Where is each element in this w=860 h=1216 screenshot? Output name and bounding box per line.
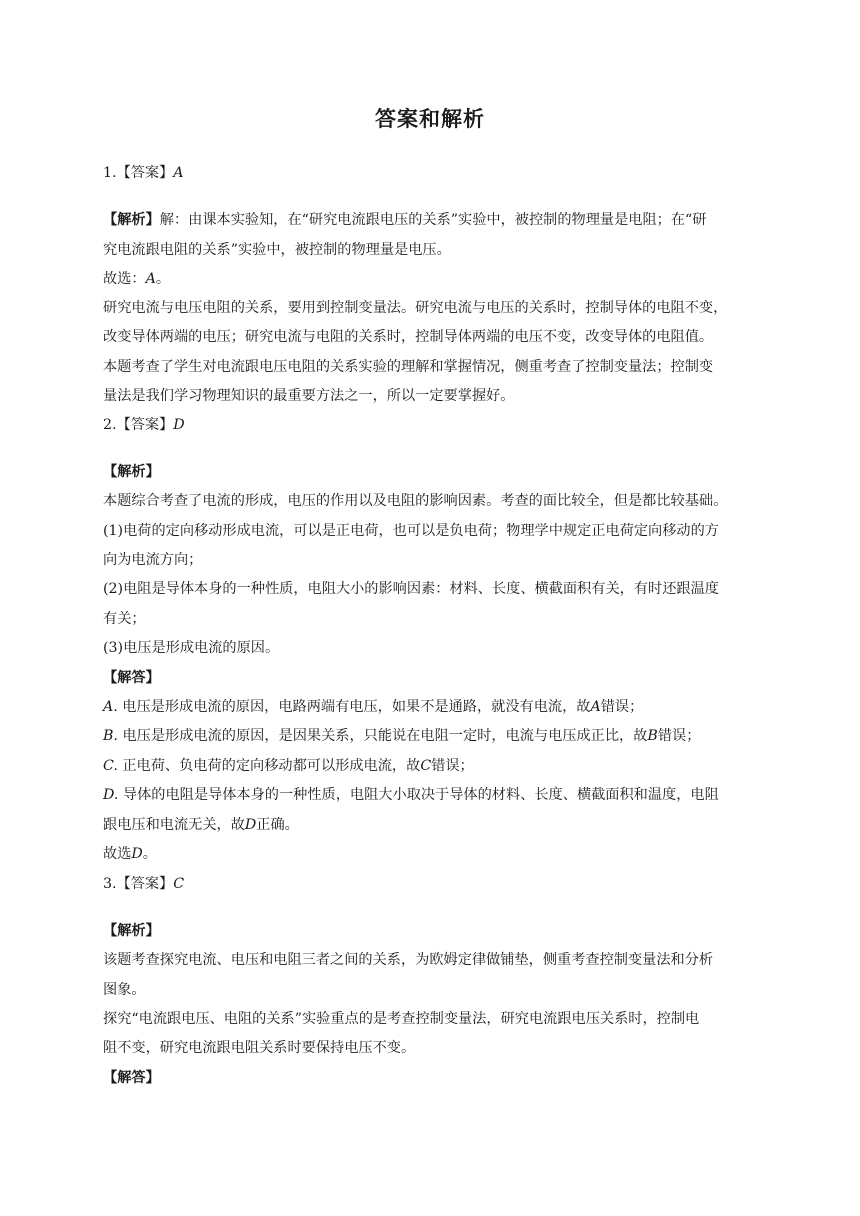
q2-option-c (103, 756, 763, 776)
q1-analysis-line-7: 量法是我们学习物理知识的最重要方法之一，所以一定要掌握好。 (103, 388, 515, 404)
q2-analysis-line-2: (1)电荷的定向移动形成电流，可以是正电荷，也可以是负电荷；物理学中规定正电荷定向移动的方 (103, 523, 719, 539)
q2-solution-heading: 【解答】 (103, 670, 160, 686)
q3-solution-heading: 【解答】 (103, 1070, 160, 1086)
q2-option-a (103, 697, 763, 717)
choice-prefix: 故选 (103, 846, 132, 862)
q1-analysis-line-5: 改变导体两端的电压；研究电流与电阻的关系时，控制导体两端的电压不变，改变导体的电阻值。 (103, 329, 714, 345)
option-label: D. (103, 787, 119, 803)
option-ref: B (647, 728, 658, 744)
q1-analysis-line-4: 研究电流与电压电阻的关系，要用到控制变量法。研究电流与电压的关系时，控制导体的电阻不变， (103, 300, 728, 316)
q3-analysis-heading: 【解析】 (103, 923, 160, 939)
q2-analysis-line-5: 有关； (103, 611, 146, 627)
q2-option-d-line-2 (103, 815, 763, 835)
option-text: 跟电压和电流无关，故 (103, 817, 245, 833)
q1-analysis-line-6: 本题考查了学生对电流跟电压电阻的关系实验的理解和掌握情况，侧重考查了控制变量法；控制变 (103, 359, 714, 375)
q2-analysis-line-1: 本题综合考查了电流的形成，电压的作用以及电阻的影响因素。考查的面比较全，但是都比较基础。 (103, 493, 728, 509)
option-ref: D (244, 817, 257, 833)
q2-analysis-line-6: (3)电压是形成电流的原因。 (103, 640, 280, 656)
analysis-text: 解：由课本实验知，在“研究电流跟电压的关系”实验中，被控制的物理量是电阻；在“研 (159, 212, 707, 228)
option-label: C. (103, 758, 118, 774)
option-end: 错误； (600, 699, 644, 715)
choice-suffix: 。 (142, 846, 157, 862)
option-text: 电压是形成电流的原因，是因果关系，只能说在电阻一定时，电流与电压成正比，故 (117, 728, 648, 744)
q2-option-d (103, 785, 763, 805)
option-label: A. (103, 699, 118, 715)
page-title: 答案和解析 (375, 107, 485, 131)
answer-value: C (173, 876, 185, 892)
option-text: 正电荷、负电荷的定向移动都可以形成电流，故 (117, 758, 421, 774)
option-ref: A (590, 699, 601, 715)
q1-analysis-line-1 (103, 210, 763, 230)
q3-analysis-line-2: 图象。 (103, 982, 146, 998)
q2-analysis-line-4: (2)电阻是导体本身的一种性质，电阻大小的影响因素：材料、长度、横截面积有关，有时还跟温度 (103, 581, 719, 597)
q2-analysis-heading: 【解析】 (103, 464, 160, 480)
q2-option-b (103, 726, 763, 746)
option-end: 错误； (431, 758, 474, 774)
q2-answer-line (103, 415, 763, 435)
q1-choice-line (103, 269, 763, 289)
q2-choice-line (103, 844, 763, 864)
option-label: B. (103, 728, 118, 744)
q3-analysis-line-4: 阻不变，研究电流跟电阻关系时要保持电压不变。 (103, 1040, 416, 1056)
q3-analysis-line-1: 该题考查探究电流、电压和电阻三者之间的关系，为欧姆定律做铺垫，侧重考查控制变量法和分析 (103, 952, 714, 968)
choice-suffix: 。 (155, 271, 171, 287)
choice-prefix: 故选： (103, 271, 146, 287)
answer-label: 2.【答案】 (103, 417, 174, 433)
answer-value: D (173, 417, 185, 433)
answer-label: 1.【答案】 (103, 165, 174, 181)
answer-label: 3.【答案】 (103, 876, 174, 892)
option-text: 导体的电阻是导体本身的一种性质，电阻大小取决于导体的材料、长度、横截面积和温度，电阻 (118, 787, 719, 803)
option-ref: C (420, 758, 432, 774)
q2-analysis-line-3: 向为电流方向； (103, 552, 203, 568)
q3-analysis-line-3: 探究“电流跟电压、电阻的关系”实验重点的是考查控制变量法，研究电流跟电压关系时，控制电 (103, 1011, 700, 1027)
q3-answer-line (103, 874, 763, 894)
q1-answer-line (103, 163, 763, 183)
option-text: 电压是形成电流的原因，电路两端有电压，如果不是通路，就没有电流，故 (117, 699, 591, 715)
option-end: 错误； (657, 728, 701, 744)
choice-value: A (145, 271, 156, 287)
choice-value: D (131, 846, 143, 862)
answer-value: A (173, 165, 184, 181)
q1-analysis-line-2: 究电流跟电阻的关系”实验中，被控制的物理量是电压。 (103, 242, 451, 258)
analysis-heading: 【解析】 (103, 212, 160, 228)
option-end: 正确。 (256, 817, 299, 833)
